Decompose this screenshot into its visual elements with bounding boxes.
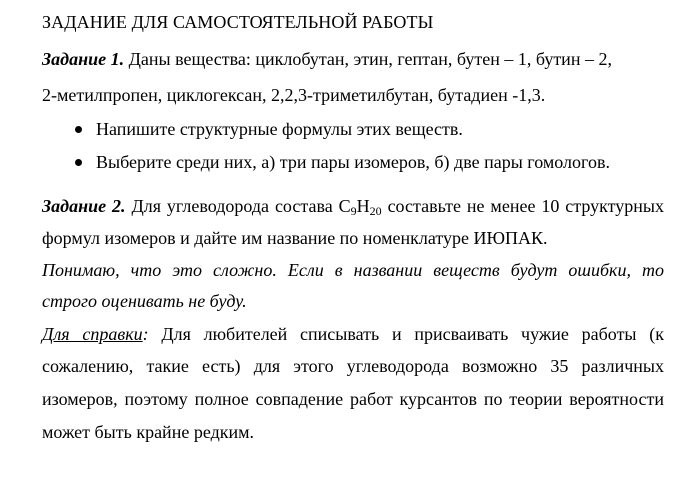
task2-label: Задание 2. [42,196,126,216]
task2-text-after: составьте не менее 10 структурных [381,196,664,216]
formula-subscript-c: 9 [350,204,357,218]
note-line1: Понимаю, что это сложно. Если в названии веществ будут ошибки, то [42,260,664,280]
task1-bullet-1 [70,118,463,140]
task1-text-line1: Даны вещества: циклобутан, этин, гептан, бутен – 1, бутин – 2, [128,49,612,69]
task2-line1 [42,195,664,217]
bullet-text: Напишите структурные формулы этих веществ. [96,119,463,139]
reference-line3: изомеров, поэтому полное совпадение работ курсантов по теории вероятности [42,389,664,409]
task2-text-before: Для углеводорода состава C [131,196,351,216]
reference-colon: : [142,324,149,344]
reference-line4: может быть крайне редким. [42,422,254,442]
formula-subscript-h: 20 [369,204,382,218]
task1-line2: 2-метилпропен, циклогексан, 2,2,3-триметилбутан, бутадиен -1,3. [42,85,546,105]
bullet-dot-icon [75,159,82,166]
formula-h: H [356,196,370,216]
task1-bullet-2 [70,151,610,173]
bullet-dot-icon [75,126,82,133]
reference-line1-rest: Для любителей списывать и присваивать чужие работы (к [148,324,664,344]
bullet-text: Выберите среди них, а) три пары изомеров, б) две пары гомологов. [96,152,610,172]
note-line2: строго оценивать не буду. [42,291,247,311]
task1-label: Задание 1. [42,49,125,69]
reference-line1 [42,323,664,345]
task2-line2: формул изомеров и дайте им название по номенклатуре ИЮПАК. [42,228,548,248]
task1-line1-text [42,48,612,70]
task1-line1 [42,48,664,70]
page-title: ЗАДАНИЕ ДЛЯ САМОСТОЯТЕЛЬНОЙ РАБОТЫ [42,12,434,32]
reference-label: Для справки [42,324,143,344]
reference-line2: сожалению, такие есть) для этого углеводорода возможно 35 различных [42,356,664,376]
